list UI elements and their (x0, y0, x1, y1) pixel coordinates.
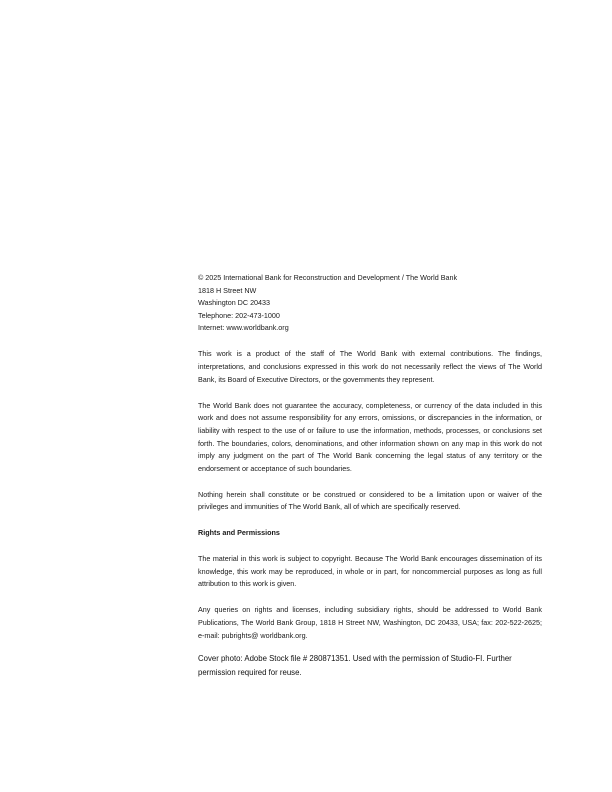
address-city: Washington DC 20433 (198, 298, 271, 308)
copyright-line: © 2025 International Bank for Reconstruction and Development / The World Bank (198, 273, 458, 282)
address-street: 1818 H Street NW (198, 285, 257, 295)
disclaimer-paragraph-immunities: Nothing herein shall constitute or be construed or considered to be a limitation upon or waiver of the privileges and immunities of The World Bank, all of which are specifically reserved. (198, 489, 542, 512)
internet-line: Internet: www.worldbank.org (198, 323, 289, 333)
disclaimer-paragraph-accuracy: The World Bank does not guarantee the accuracy, completeness, or currency of the data included in this work and does not assume responsibility for any errors, omissions, or discrepancies in the information, or liability with respect to the use of or failure to use the information, methods, processes, or conclusions set forth. The boundaries, colors, denominations, and other information shown on any map in this work do not imply any judgment on the part of The World Bank concerning the legal status of any territory or the endorsement or acceptance of such boundaries. (198, 400, 542, 473)
disclaimer-paragraph-staff: This work is a product of the staff of The World Bank with external contributions. The findings, interpretations, and conclusions expressed in this work do not necessarily reflect the views of The World Bank, its Board of Executive Directors, or the governments they represent. (198, 349, 542, 384)
cover-photo-credit: Cover photo: Adobe Stock file # 280871351. Used with the permission of Studio-FI. Further permission required for reuse. (198, 654, 512, 678)
telephone-line: Telephone: 202-473-1000 (198, 310, 280, 320)
rights-paragraph-copyright: The material in this work is subject to copyright. Because The World Bank encourages dissemination of its knowledge, this work may be reproduced, in whole or in part, for noncommercial purposes as long as full attribution to this work is given. (198, 554, 542, 589)
copyright-page (198, 272, 542, 680)
rights-heading: Rights and Permissions (198, 528, 280, 537)
copyright-block (198, 272, 542, 335)
rights-paragraph-queries: Any queries on rights and licenses, including subsidiary rights, should be addressed to World Bank Publications, The World Bank Group, 1818 H Street NW, Washington, DC 20433, USA; fax: 202-522-2625; e-mail: pubrights@ worldbank.org. (198, 605, 542, 640)
